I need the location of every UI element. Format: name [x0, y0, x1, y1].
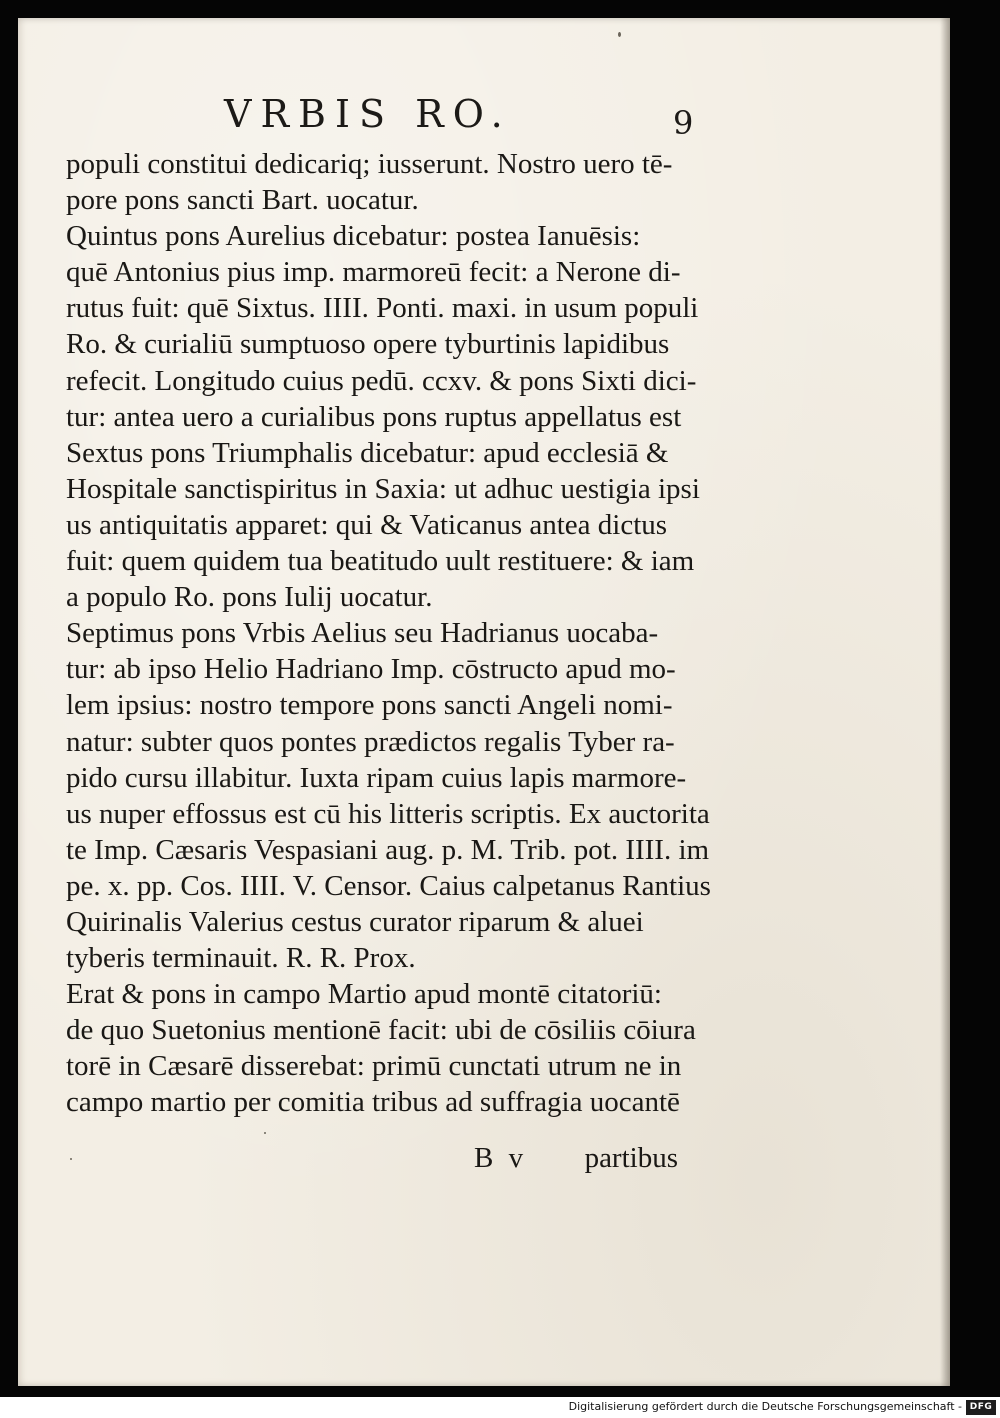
text-line: refecit. Longitudo cuius pedū. ccxv. & pons Sixti dici- [66, 364, 697, 397]
text-line: pore pons sancti Bart. uocatur. [66, 184, 419, 217]
text-line: us antiquitatis apparet: qui & Vaticanus antea dictus [66, 508, 668, 541]
text-line: rutus fuit: quē Sixtus. IIII. Ponti. maxi. in usum populi [66, 292, 699, 325]
text-line: Septimus pons Vrbis Aelius seu Hadrianus uocaba- [66, 617, 659, 650]
book-page [18, 18, 950, 1386]
text-line: a populo Ro. pons Iulij uocatur. [66, 581, 433, 614]
text-line: pe. x. pp. Cos. IIII. V. Censor. Caius calpetanus Rantius [66, 869, 711, 902]
page-edge-shadow [940, 18, 950, 1386]
text-line: Quirinalis Valerius cestus curator riparum & aluei [66, 905, 644, 938]
signature-mark: B v [474, 1142, 528, 1174]
paper-speck [618, 32, 621, 37]
text-line: natur: subter quos pontes prædictos regalis Tyber ra- [66, 725, 675, 758]
text-line: pido cursu illabitur. Iuxta ripam cuius lapis marmore- [66, 761, 687, 794]
text-line: us nuper effossus est cū his litteris scriptis. Ex auctorita [66, 797, 710, 830]
text-line: Ro. & curialiū sumptuoso opere tyburtinis lapidibus [66, 328, 670, 361]
text-line: tur: ab ipso Helio Hadriano Imp. cōstructo apud mo- [66, 653, 676, 686]
text-line: fuit: quem quidem tua beatitudo uult restituere: & iam [66, 545, 695, 578]
page-foot [66, 1142, 678, 1182]
text-line: Hospitale sanctispiritus in Saxia: ut adhuc uestigia ipsi [66, 472, 700, 505]
text-line: de quo Suetonius mentionē facit: ubi de cōsiliis cōiura [66, 1014, 696, 1047]
text-line: Sextus pons Triumphalis dicebatur: apud ecclesiā & [66, 436, 669, 469]
text-line: torē in Cæsarē disserebat: primū cunctati utrum ne in [66, 1050, 682, 1083]
text-line: Quintus pons Aurelius dicebatur: postea Ianuēsis: [66, 220, 641, 253]
dfg-logo: DFG [966, 1400, 996, 1415]
digitization-credit-bar [0, 1397, 1000, 1418]
main-text-block [66, 146, 711, 1121]
catchword: partibus [584, 1142, 678, 1174]
text-line: lem ipsius: nostro tempore pons sancti Angeli nomi- [66, 689, 673, 722]
credit-text: Digitalisierung gefördert durch die Deutsche Forschungsgemeinschaft - [568, 1400, 962, 1413]
running-head: VRBIS RO. [224, 92, 512, 136]
paper-speck [264, 1132, 266, 1134]
page-number: 9 [673, 104, 694, 142]
text-line: tyberis terminauit. R. R. Prox. [66, 942, 416, 975]
text-line: campo martio per comitia tribus ad suffragia uocantē [66, 1086, 680, 1119]
paper-speck [70, 1158, 72, 1160]
text-line: Erat & pons in campo Martio apud montē citatoriū: [66, 978, 662, 1011]
text-line: quē Antonius pius imp. marmoreū fecit: a Nerone di- [66, 256, 681, 289]
text-line: tur: antea uero a curialibus pons ruptus appellatus est [66, 400, 682, 433]
text-line: populi constitui dedicariq; iusserunt. Nostro uero tē- [66, 148, 673, 180]
text-line: te Imp. Cæsaris Vespasiani aug. p. M. Trib. pot. IIII. im [66, 833, 710, 866]
